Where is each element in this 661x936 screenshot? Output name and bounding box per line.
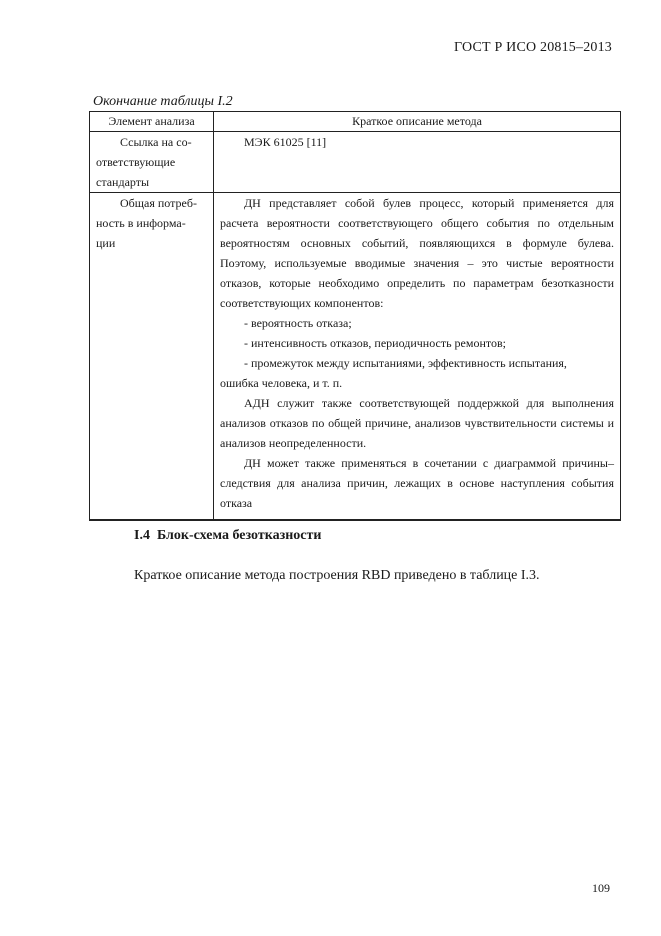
column-header-element: Элемент анализа (90, 112, 214, 132)
description-paragraph: ДН может также применяться в сочетании с диаграммой причины–следствия для анализа причин, лежащих в основе наступления события отказа (220, 456, 614, 510)
element-line: ответствующие (96, 155, 176, 169)
description-cell (214, 132, 621, 193)
description-paragraph: АДН служит также соответствующей поддержкой для выполнения анализов отказов по общей причине, анализов чувствительности системы и анализов неопределенности. (220, 396, 614, 450)
body-paragraph: Краткое описание метода построения RBD приведено в таблице I.3. (134, 568, 540, 583)
bullet-item: - интенсивность отказов, периодичность ремонтов; (244, 336, 506, 350)
description-cell (214, 193, 621, 521)
method-table (89, 111, 621, 521)
column-header-description: Краткое описание метода (214, 112, 621, 132)
element-line: ность в информа- (96, 216, 186, 230)
page-number: 109 (592, 881, 610, 895)
element-line: стандарты (96, 175, 150, 189)
table-row (90, 193, 621, 521)
table-caption: Окончание таблицы I.2 (93, 94, 233, 109)
element-cell (90, 193, 214, 521)
description-paragraph: ДН представляет собой булев процесс, который применяется для расчета вероятности соответствующего общего события по отдельным вероятностям основных событий, появляющихся в формуле булева. Поэтому, используемые вводимые значения – это чистые вероятности отказов, которые необходимо определить по параметрам безотказности соответствующих компонентов: (220, 196, 614, 310)
section-heading (134, 528, 321, 544)
bullet-item: - вероятность отказа; (244, 316, 352, 330)
bullet-item: - промежуток между испытаниями, эффективность испытания, (244, 356, 567, 370)
element-line: Общая потреб- (120, 196, 197, 210)
table-row (90, 132, 621, 193)
bullet-continuation: ошибка человека, и т. п. (220, 376, 343, 390)
section-number: I.4 (134, 528, 150, 543)
document-header: ГОСТ Р ИСО 20815–2013 (454, 40, 612, 55)
section-title: Блок-схема безотказности (156, 528, 322, 543)
description-text: МЭК 61025 [11] (244, 135, 327, 149)
element-line: ции (96, 236, 116, 250)
element-line: Ссылка на со- (120, 135, 192, 149)
table-header-row (90, 112, 621, 132)
element-cell (90, 132, 214, 193)
